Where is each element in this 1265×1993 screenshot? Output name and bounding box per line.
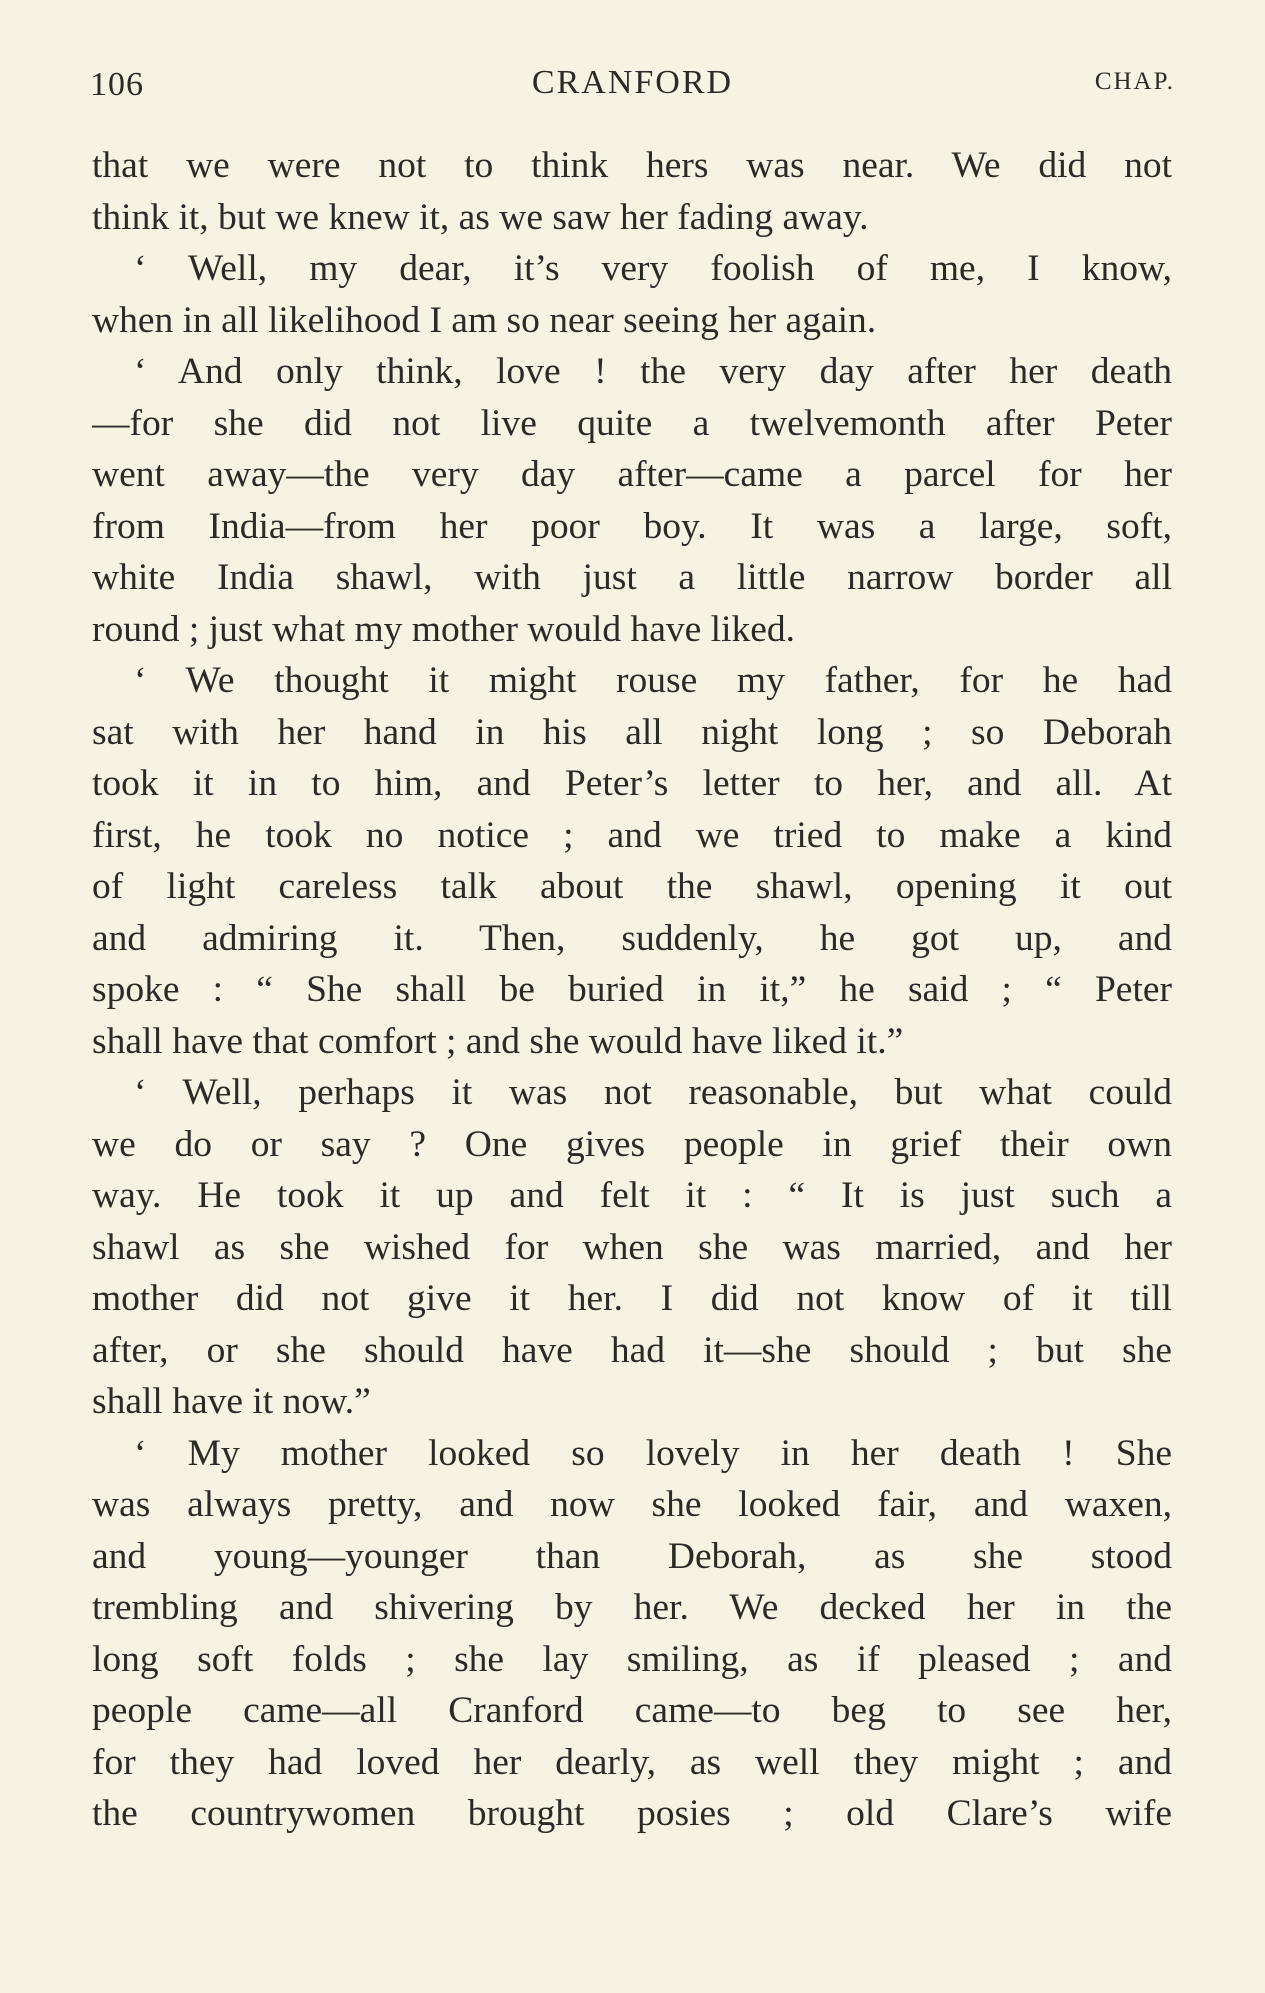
text-line: ‘ Well, my dear, it’s very foolish of me, I know, <box>134 248 1172 289</box>
text-line: round ; just what my mother would have liked. <box>92 608 796 650</box>
text-line: and young—younger than Deborah, as she stood <box>92 1535 1172 1577</box>
chapter-mark: CHAP. <box>1094 68 1175 95</box>
text-line: people came—all Cranford came—to beg to see her, <box>92 1690 1172 1731</box>
text-line: ‘ Well, perhaps it was not reasonable, but what could <box>134 1072 1172 1113</box>
text-line: and admiring it. Then, suddenly, he got up, and <box>92 917 1172 959</box>
text-line: was always pretty, and now she looked fair, and waxen, <box>92 1484 1172 1525</box>
text-line: —for she did not live quite a twelvemonth after Peter <box>92 402 1172 444</box>
text-line: think it, but we knew it, as we saw her fading away. <box>92 196 869 238</box>
text-line: that we were not to think hers was near. We did not <box>92 145 1172 186</box>
text-line: after, or she should have had it—she should ; but she <box>92 1329 1172 1371</box>
book-title: CRANFORD <box>531 64 734 101</box>
text-line: from India—from her poor boy. It was a large, soft, <box>92 505 1172 547</box>
text-line: white India shawl, with just a little narrow border all <box>92 557 1172 598</box>
text-line: took it in to him, and Peter’s letter to her, and all. At <box>92 763 1172 804</box>
text-line: we do or say ? One gives people in grief their own <box>92 1123 1172 1165</box>
text-line: spoke : “ She shall be buried in it,” he said ; “ Peter <box>92 969 1172 1010</box>
body-text <box>92 140 1172 1840</box>
text-line: ‘ And only think, love ! the very day after her death <box>134 351 1172 392</box>
text-line: long soft folds ; she lay smiling, as if pleased ; and <box>92 1638 1172 1680</box>
text-line: mother did not give it her. I did not know of it till <box>92 1278 1172 1319</box>
text-line: of light careless talk about the shawl, opening it out <box>92 866 1172 907</box>
page-number: 106 <box>90 66 144 103</box>
text-line: the countrywomen brought posies ; old Clare’s wife <box>92 1793 1172 1834</box>
text-line: sat with her hand in his all night long ; so Deborah <box>92 711 1172 753</box>
text-line: first, he took no notice ; and we tried to make a kind <box>92 814 1172 856</box>
text-line: when in all likelihood I am so near seeing her again. <box>92 299 877 341</box>
text-line: trembling and shivering by her. We decked her in the <box>92 1587 1172 1628</box>
text-line: shall have that comfort ; and she would have liked it.” <box>92 1020 904 1062</box>
text-line: shall have it now.” <box>92 1381 371 1422</box>
text-line: went away—the very day after—came a parcel for her <box>92 454 1172 495</box>
running-head <box>90 62 1175 112</box>
text-line: for they had loved her dearly, as well they might ; and <box>92 1741 1172 1783</box>
text-line: way. He took it up and felt it : “ It is just such a <box>92 1175 1172 1216</box>
text-line: ‘ We thought it might rouse my father, for he had <box>134 660 1172 701</box>
text-line: ‘ My mother looked so lovely in her death ! She <box>134 1432 1172 1474</box>
text-line: shawl as she wished for when she was married, and her <box>92 1226 1172 1268</box>
